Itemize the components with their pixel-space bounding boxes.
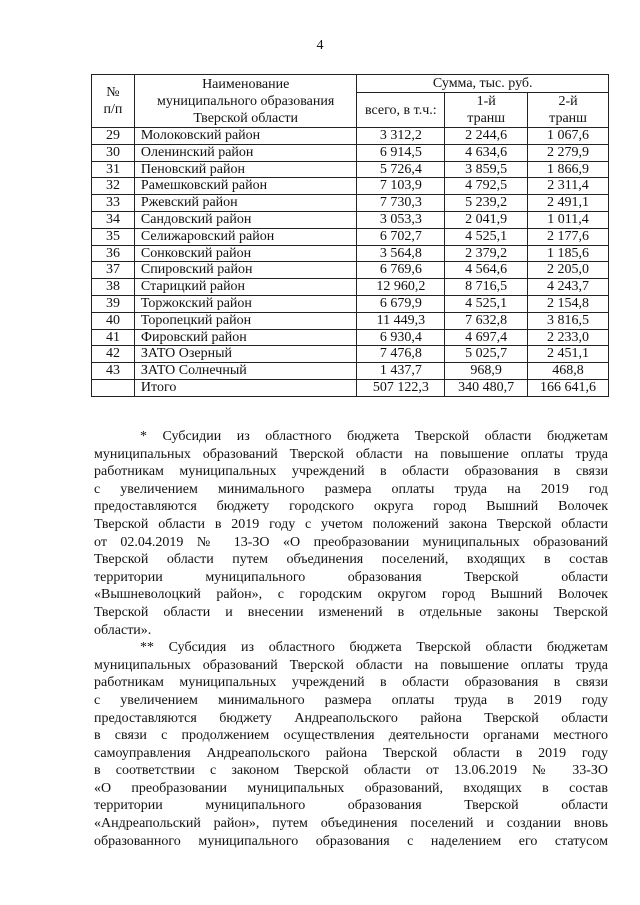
row-name: ЗАТО Солнечный [134,363,357,380]
row-number: 42 [92,346,135,363]
row-number: 34 [92,211,135,228]
table-row [92,363,609,380]
row-total: 6 930,4 [357,329,445,346]
row-number: 31 [92,161,135,178]
row-tranche-2: 2 154,8 [528,295,609,312]
row-name: Оленинский район [134,144,357,161]
row-tranche-2: 3 816,5 [528,312,609,329]
table-row [92,228,609,245]
row-total: 3 053,3 [357,211,445,228]
table-row [92,312,609,329]
row-tranche-2: 1 185,6 [528,245,609,262]
header-tranche-1-line: 1-й [476,94,496,109]
page-number: 4 [316,38,324,53]
row-name: Итого [134,379,357,396]
row-name: ЗАТО Озерный [134,346,357,363]
row-tranche-2: 2 279,9 [528,144,609,161]
row-tranche-1: 4 697,4 [445,329,528,346]
row-total: 6 914,5 [357,144,445,161]
row-number: 40 [92,312,135,329]
row-total: 6 679,9 [357,295,445,312]
header-number [92,75,135,128]
row-number: 43 [92,363,135,380]
subsidy-table [91,74,609,397]
table-row [92,128,609,145]
footnote-line: Тверской области путем объединения поселений, входящих в состав [94,552,608,568]
row-total: 1 437,7 [357,363,445,380]
footnote-line: Тверской области и внесении изменений в отдельные законы Тверской [94,604,608,620]
row-tranche-1: 4 792,5 [445,178,528,195]
footnote-line: «О преобразовании муниципальных образований, входящих в состав [94,780,608,796]
row-number: 32 [92,178,135,195]
row-tranche-1: 8 716,5 [445,279,528,296]
row-name: Пеновский район [134,161,357,178]
row-tranche-1: 4 525,1 [445,295,528,312]
row-tranche-1: 340 480,7 [445,379,528,396]
footnote-line: в соответствии с законом Тверской области от 13.06.2019 № 33-ЗО [94,763,608,779]
table-row [92,262,609,279]
footnote-line: с увеличением минимального размера оплаты труда в 2019 году [94,692,608,708]
footnote-line: в связи с продолжением осуществления деятельности органами местного [94,728,608,744]
header-name-line: муниципального образования [157,93,335,109]
table-row [92,195,609,212]
row-tranche-2: 166 641,6 [528,379,609,396]
row-name: Старицкий район [134,279,357,296]
header-tranche-1-line: транш [467,111,506,126]
row-name: Сонковский район [134,245,357,262]
header-total: всего, в т.ч.: [357,93,445,128]
footnote-line: предоставляются бюджету Андреапольского района Тверской области [94,710,608,726]
row-number: 36 [92,245,135,262]
header-name-line: Наименование [202,76,290,92]
row-tranche-1: 4 564,6 [445,262,528,279]
row-total: 7 730,3 [357,195,445,212]
row-number: 39 [92,295,135,312]
row-total: 7 103,9 [357,178,445,195]
row-number: 33 [92,195,135,212]
footnote-line: муниципальных образований Тверской области на повышение оплаты труда [94,657,608,673]
row-name: Сандовский район [134,211,357,228]
row-tranche-1: 7 632,8 [445,312,528,329]
row-tranche-1: 968,9 [445,363,528,380]
row-tranche-2: 4 243,7 [528,279,609,296]
footnote-first [94,428,608,639]
footnote-line: от 02.04.2019 № 13-ЗО «О преобразовании муниципальных образований [94,534,608,550]
footnote-line: ** Субсидия из областного бюджета Тверской области бюджетам [140,640,608,656]
row-tranche-1: 4 525,1 [445,228,528,245]
row-tranche-1: 3 859,5 [445,161,528,178]
header-tranche-1 [445,93,528,128]
row-tranche-1: 2 041,9 [445,211,528,228]
row-number: 41 [92,329,135,346]
table-total-row [92,379,609,396]
header-name [134,75,357,128]
row-tranche-2: 1 866,9 [528,161,609,178]
row-tranche-1: 2 379,2 [445,245,528,262]
row-tranche-2: 2 491,1 [528,195,609,212]
footnote-line: муниципальных образований Тверской области на повышение оплаты труда [94,446,608,462]
footnote-line: * Субсидии из областного бюджета Тверской области бюджетам [140,429,608,444]
table-row [92,295,609,312]
row-total: 3 312,2 [357,128,445,145]
row-number [92,379,135,396]
row-total: 5 726,4 [357,161,445,178]
row-number: 29 [92,128,135,145]
row-name: Торжокский район [134,295,357,312]
row-tranche-2: 1 067,6 [528,128,609,145]
footnote-second [94,639,608,850]
header-number-line: № [106,85,120,100]
row-total: 11 449,3 [357,312,445,329]
footnote-line: «Вышневолоцкий район», с городским округом город Вышний Волочек [94,587,608,603]
row-tranche-1: 5 025,7 [445,346,528,363]
row-name: Ржевский район [134,195,357,212]
footnote-line: области». [94,622,152,638]
footnote-line: самоуправления Андреапольского района Тверской области в 2019 году [94,745,608,761]
row-name: Рамешковский район [134,178,357,195]
table-row [92,211,609,228]
footnote-line: работникам муниципальных учреждений в области образования в связи [94,464,608,480]
header-number-line: п/п [103,102,123,117]
table-row [92,346,609,363]
row-number: 37 [92,262,135,279]
row-total: 507 122,3 [357,379,445,396]
table-row [92,178,609,195]
table-body [92,128,609,397]
row-tranche-2: 468,8 [528,363,609,380]
table-row [92,144,609,161]
row-total: 3 564,8 [357,245,445,262]
footnote-line: с увеличением минимального размера оплаты труда на 2019 год [94,481,608,497]
row-name: Молоковский район [134,128,357,145]
header-tranche-2-line: 2-й [558,94,578,109]
row-tranche-2: 2 451,1 [528,346,609,363]
table-row [92,279,609,296]
row-total: 6 769,6 [357,262,445,279]
row-tranche-2: 2 177,6 [528,228,609,245]
header-tranche-2 [528,93,609,128]
header-name-line: Тверской области [193,110,299,126]
row-total: 12 960,2 [357,279,445,296]
footnote-line: работникам муниципальных учреждений в области образования в связи [94,675,608,691]
footnote-line: предоставляются бюджету городского округа город Вышний Волочек [94,499,608,515]
row-number: 35 [92,228,135,245]
footnote-line: территории муниципального образования Тверской области [94,569,608,585]
footnotes [94,428,608,850]
footnote-line: образованного муниципального образования с наделением его статусом [94,833,608,849]
row-total: 7 476,8 [357,346,445,363]
row-tranche-1: 5 239,2 [445,195,528,212]
footnote-line: территории муниципального образования Тверской области [94,798,608,814]
row-name: Селижаровский район [134,228,357,245]
header-sum: Сумма, тыс. руб. [357,75,609,93]
row-tranche-2: 2 205,0 [528,262,609,279]
footnote-line: «Андреапольский район», путем объединения поселений и создании вновь [94,816,608,832]
row-name: Фировский район [134,329,357,346]
table-row [92,329,609,346]
row-tranche-2: 2 233,0 [528,329,609,346]
row-name: Торопецкий район [134,312,357,329]
table-row [92,245,609,262]
row-total: 6 702,7 [357,228,445,245]
row-tranche-1: 2 244,6 [445,128,528,145]
header-tranche-2-line: транш [549,111,587,126]
row-tranche-1: 4 634,6 [445,144,528,161]
footnote-line: Тверской области в 2019 году с учетом положений закона Тверской области [94,516,608,532]
table-row [92,161,609,178]
row-tranche-2: 1 011,4 [528,211,609,228]
row-number: 30 [92,144,135,161]
row-tranche-2: 2 311,4 [528,178,609,195]
row-name: Спировский район [134,262,357,279]
row-number: 38 [92,279,135,296]
